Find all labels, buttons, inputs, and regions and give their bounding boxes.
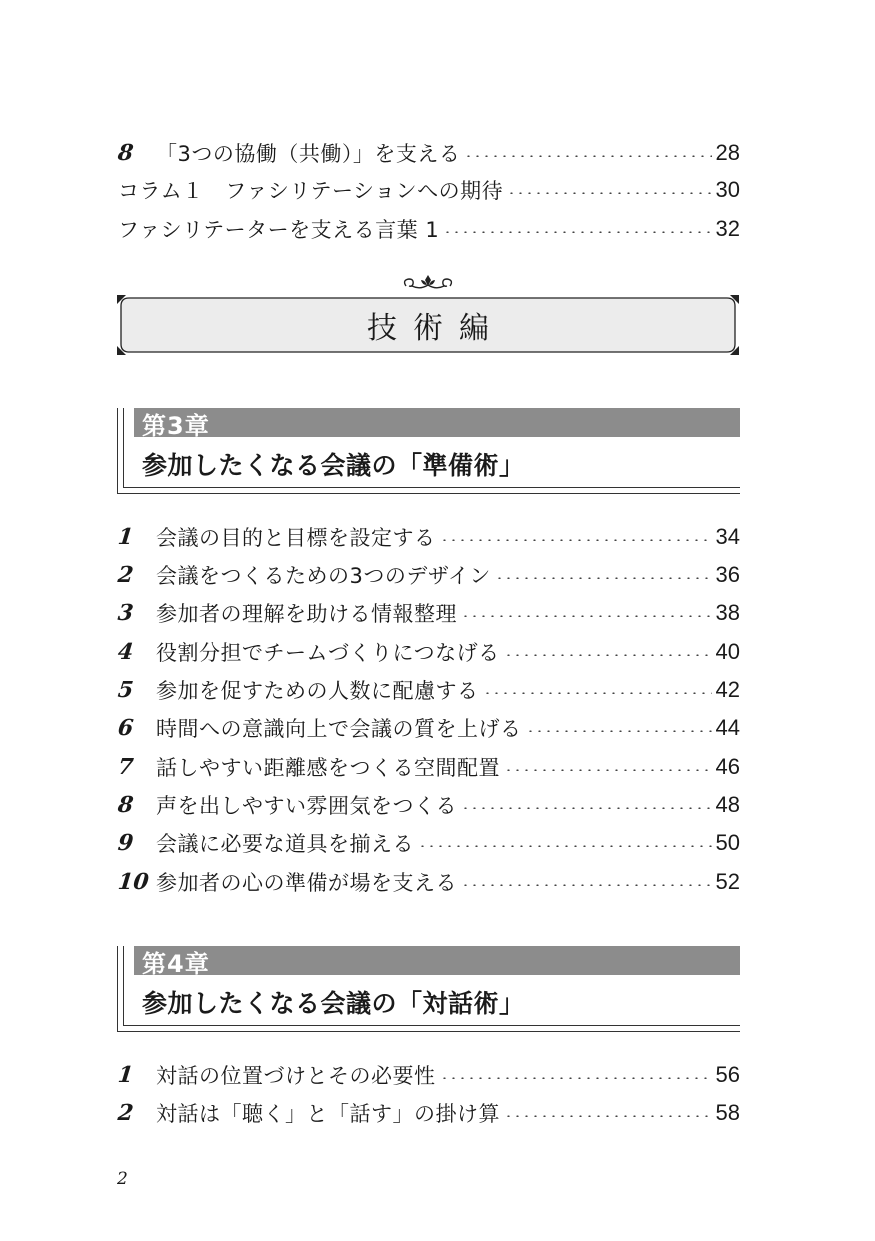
entry-number: 5: [116, 677, 135, 703]
entry-title: コラム１ ファシリテーションへの期待: [118, 179, 504, 203]
toc-entry[interactable]: [118, 138, 740, 168]
toc-entry[interactable]: [118, 752, 740, 782]
entry-number: 8: [116, 140, 135, 166]
dot-leader: [464, 155, 711, 157]
toc-entry[interactable]: [118, 790, 740, 820]
entry-title: 対話は「聴く」と「話す」の掛け算: [156, 1102, 500, 1126]
chapter-heading[interactable]: [117, 946, 740, 1032]
toc-entry[interactable]: [118, 867, 740, 897]
dot-leader: [443, 231, 711, 233]
entry-page: 36: [715, 562, 740, 587]
entry-title: 会議をつくるための3つのデザイン: [156, 564, 491, 588]
dot-leader: [461, 615, 712, 617]
frame-line: [117, 408, 118, 494]
entry-page: 34: [715, 524, 740, 549]
entry-title: 話しやすい距離感をつくる空間配置: [156, 756, 500, 780]
toc-entry[interactable]: [118, 675, 740, 705]
chapter-heading[interactable]: [117, 408, 740, 494]
entry-page: 40: [715, 639, 740, 664]
dot-leader: [526, 730, 712, 732]
entry-number: 1: [116, 524, 135, 550]
entry-page: 28: [715, 140, 740, 165]
frame-line: [117, 493, 740, 494]
dot-leader: [504, 1115, 712, 1117]
toc-entry[interactable]: [118, 713, 740, 743]
chapter-label: 第4章: [142, 950, 210, 978]
entry-title: ファシリテーターを支える言葉 1: [118, 218, 440, 242]
entry-page: 38: [715, 600, 740, 625]
frame-line: [117, 946, 118, 1032]
toc-entry[interactable]: [118, 637, 740, 667]
entry-title: 参加者の理解を助ける情報整理: [156, 602, 457, 626]
entry-number: 8: [116, 792, 135, 818]
entry-number: 9: [116, 830, 135, 856]
entry-page: 52: [715, 869, 740, 894]
dot-leader: [504, 654, 712, 656]
entry-number: 3: [116, 600, 135, 626]
entry-page: 42: [715, 677, 740, 702]
entry-page: 58: [715, 1100, 740, 1125]
toc-entry[interactable]: [118, 828, 740, 858]
chapter-label: 第3章: [142, 412, 210, 440]
toc-entry[interactable]: [118, 560, 740, 590]
chapter-title: 参加したくなる会議の「対話術」: [142, 989, 525, 1018]
entry-page: 30: [715, 177, 740, 202]
entry-number: 6: [116, 715, 135, 741]
entry-page: 32: [715, 216, 740, 241]
dot-leader: [461, 884, 712, 886]
chapter-title: 参加したくなる会議の「準備術」: [142, 451, 525, 480]
toc-entry[interactable]: [118, 1098, 740, 1128]
dot-leader: [440, 539, 712, 541]
toc-entry[interactable]: [118, 175, 740, 205]
entry-page: 50: [715, 830, 740, 855]
fleuron-ornament-icon: [400, 272, 456, 294]
entry-title: 会議の目的と目標を設定する: [156, 526, 436, 550]
entry-number: 2: [116, 562, 135, 588]
frame-line: [123, 946, 124, 1026]
chapter-band: [134, 946, 740, 975]
entry-number: 4: [116, 639, 135, 665]
page-number: 2: [117, 1169, 128, 1189]
frame-line: [117, 1031, 740, 1032]
entry-page: 46: [715, 754, 740, 779]
chapter-band: [134, 408, 740, 437]
frame-line: [123, 408, 124, 488]
entry-page: 56: [715, 1062, 740, 1087]
toc-entry[interactable]: [118, 214, 740, 244]
dot-leader: [440, 1077, 712, 1079]
frame-line: [123, 487, 740, 488]
toc-entry[interactable]: [118, 598, 740, 628]
toc-entry[interactable]: [118, 522, 740, 552]
entry-title: 参加を促すための人数に配慮する: [156, 679, 479, 703]
entry-title: 参加者の心の準備が場を支える: [156, 871, 457, 895]
entry-title: 対話の位置づけとその必要性: [156, 1064, 436, 1088]
entry-title: 時間への意識向上で会議の質を上げる: [156, 717, 522, 741]
dot-leader: [504, 769, 712, 771]
entry-page: 48: [715, 792, 740, 817]
toc-entry[interactable]: [118, 1060, 740, 1090]
entry-page: 44: [715, 715, 740, 740]
entry-number: 1: [116, 1062, 135, 1088]
entry-number: 10: [116, 869, 150, 895]
part-title: 技術編: [367, 311, 505, 346]
entry-title: 「3つの協働（共働）」を支える: [156, 142, 461, 166]
entry-number: 7: [116, 754, 135, 780]
dot-leader: [507, 192, 711, 194]
entry-title: 声を出しやすい雰囲気をつくる: [156, 794, 457, 818]
dot-leader: [483, 692, 712, 694]
entry-title: 役割分担でチームづくりにつなげる: [156, 641, 500, 665]
entry-title: 会議に必要な道具を揃える: [156, 832, 414, 856]
entry-number: 2: [116, 1100, 135, 1126]
frame-line: [123, 1025, 740, 1026]
dot-leader: [495, 577, 712, 579]
dot-leader: [418, 845, 712, 847]
dot-leader: [461, 807, 712, 809]
